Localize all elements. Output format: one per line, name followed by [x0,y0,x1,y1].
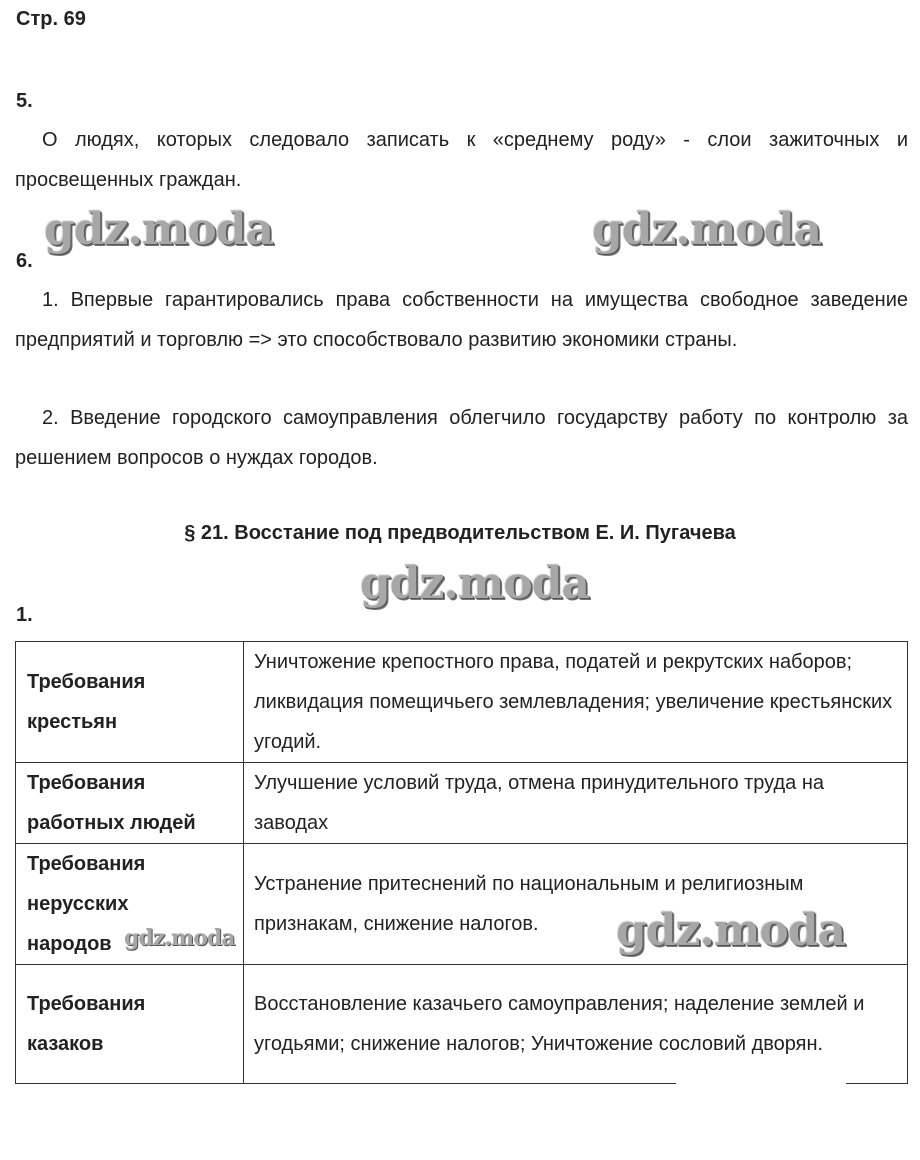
group-label-line: Требования [27,853,146,875]
group-cell [16,763,244,844]
group-cell [16,642,244,763]
table-row [16,763,908,844]
group-label-line: народов [27,933,112,955]
demand-cell: Восстановление казачьего самоуправления; наделение землей и угодьями; снижение налогов; Уничтожение сословий дворян. [244,965,908,1084]
demand-cell: Уничтожение крепостного права, податей и рекрутских наборов; ликвидация помещичьего землевладения; увеличение крестьянских угодий. [244,642,908,763]
group-label-line: работных людей [27,812,196,834]
scan-gap [676,1076,846,1084]
question-6-item-1: 1. Впервые гарантировались права собственности на имущества свободное заведение предприятий и торговлю => это способствовало развитию экономики страны. [15,289,908,351]
group-label-line: Требования [27,671,146,693]
watermark-logo: gdz.moda [616,905,846,956]
group-label-line: Требования [27,993,146,1015]
question-5-answer: О людях, которых следовало записать к «среднему роду» - слои зажиточных и просвещенных граждан. [15,129,908,191]
section-question-1-number: 1. [16,604,33,626]
group-label-line: Требования [27,772,146,794]
watermark-logo: gdz.moda [44,204,274,255]
page-label: Стр. 69 [16,8,86,30]
watermark-logo: gdz.moda [360,558,590,609]
section-title: § 21. Восстание под предводительством Е. И. Пугачева [184,522,736,544]
table-row [16,965,908,1084]
group-label-line: казаков [27,1033,104,1055]
group-label-line: крестьян [27,711,118,733]
group-cell [16,965,244,1084]
demands-table [15,641,908,1084]
watermark-logo: gdz.moda [592,204,822,255]
question-5-number: 5. [16,90,33,112]
demand-cell: Улучшение условий труда, отмена принудительного труда на заводах [244,763,908,844]
group-label-line: нерусских [27,893,129,915]
question-6-item-2: 2. Введение городского самоуправления облегчило государству работу по контролю за решением вопросов о нуждах городов. [15,407,908,469]
watermark-logo: gdz.moda [124,925,235,951]
demand-cell: Устранение притеснений по национальным и религиозным признакам, снижение налогов. [244,844,908,965]
table-row [16,642,908,763]
question-6-number: 6. [16,250,33,272]
